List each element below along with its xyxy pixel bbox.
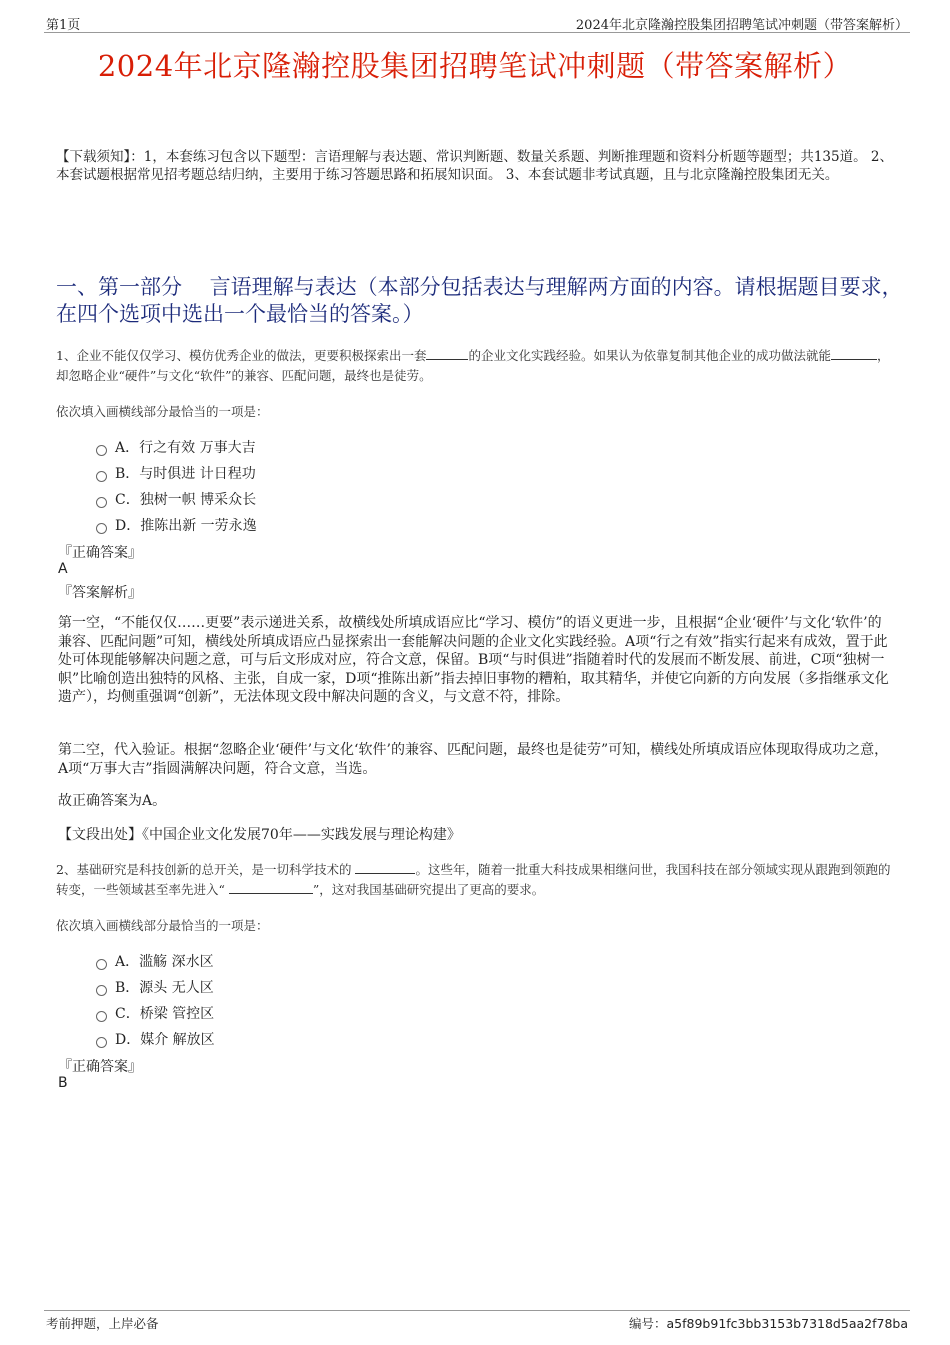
q1-correct-label: 『正确答案』 [58, 545, 142, 561]
question-2-stem [56, 860, 896, 900]
option-text: 桥梁 管控区 [139, 1006, 215, 1022]
q1-analysis-paragraph-1: 第一空，“不能仅仅……更要”表示递进关系，故横线处所填成语应比“学习、模仿”的语义更进一步，且根据“企业‘硬件’与文化‘软件’的兼容、匹配问题”可知，横线处所填成语应凸显探索出一套能解决问题的企业文化实践经验。A项“行之有效”指实行起来有成效，置于此处可体现能够解决问题之意，可与后文形成对应，符合文意，保留。B项“与时俱进”指随着时代的发展而不断发展、前进，C项“独树一帜”比喻创造出独特的风格、主张，自成一家，D项“推陈出新”指去掉旧事物的糟粕，取其精华，并使它向新的方向发展（多指继承文化遗产），均侧重强调“创新”，无法体现文段中解决问题的含义，与文意不符，排除。 [58, 615, 889, 705]
footer-code-label: 编号： [629, 1316, 667, 1331]
q1-stem-part-c: ，却忽略企业“硬件”与文化“软件”的兼容、匹配问题，最终也是徒劳。 [56, 348, 890, 383]
radio-icon[interactable] [96, 1011, 107, 1022]
radio-icon[interactable] [96, 959, 107, 970]
q2-instruction: 依次填入画横线部分最恰当的一项是： [56, 918, 269, 933]
q1-analysis-label: 『答案解析』 [58, 585, 142, 601]
q1-option-c[interactable] [96, 489, 256, 509]
option-key: A． [115, 440, 140, 456]
radio-icon[interactable] [96, 445, 107, 456]
q1-option-a[interactable] [96, 437, 256, 457]
footer-divider [44, 1310, 910, 1311]
option-text: 行之有效 万事大吉 [139, 440, 256, 456]
q1-correct-answer: A [58, 561, 68, 577]
q1-stem-part-b: 的企业文化实践经验。如果认为依靠复制其他企业的成功做法就能 [468, 348, 831, 363]
option-text: 媒介 解放区 [140, 1032, 215, 1048]
radio-icon[interactable] [96, 471, 107, 482]
option-key: B． [115, 466, 140, 482]
option-text: 与时俱进 计日程功 [139, 466, 256, 482]
q2-correct-label: 『正确答案』 [58, 1059, 142, 1075]
q1-option-b[interactable] [96, 463, 256, 483]
q2-option-d[interactable] [96, 1029, 215, 1049]
option-key: A． [115, 954, 140, 970]
footer-code [629, 1314, 908, 1332]
radio-icon[interactable] [96, 523, 107, 534]
option-text: 源头 无人区 [139, 980, 214, 996]
page-title: 2024年北京隆瀚控股集团招聘笔试冲刺题（带答案解析） [97, 49, 853, 83]
q2-blank-2 [229, 881, 313, 894]
q2-option-a[interactable] [96, 951, 214, 971]
q2-correct-answer: B [58, 1075, 68, 1091]
option-key: D． [115, 518, 141, 534]
page-number: 第1页 [46, 18, 81, 33]
section-title: 一、第一部分 言语理解与表达（本部分包括表达与理解两方面的内容。请根据题目要求，在四个选项中选出一个最恰当的答案。） [56, 275, 903, 326]
option-key: C． [115, 1006, 140, 1022]
q2-stem-part-b: 。这些年，随着一批重大科技成果相继问世，我国科技在部分领域实现从跟跑到领跑的转变，一些领域甚至率先进入“ [56, 862, 891, 897]
q1-conclusion: 故正确答案为A。 [58, 793, 167, 809]
radio-icon[interactable] [96, 1037, 107, 1048]
q1-stem-part-a: 1、企业不能仅仅学习、模仿优秀企业的做法，更要积极探索出一套 [56, 348, 427, 363]
footer-slogan: 考前押题，上岸必备 [46, 1316, 159, 1331]
option-key: B． [115, 980, 140, 996]
q1-blank-2 [831, 347, 877, 360]
q1-source: 【文段出处】《中国企业文化发展70年——实践发展与理论构建》 [58, 827, 461, 843]
download-notice: 【下载须知】：1，本套练习包含以下题型：言语理解与表达题、常识判断题、数量关系题、判断推理题和资料分析题等题型；共135道。 2、本套试题根据常见招考题总结归纳，主要用于练习答题思路和拓展知识面。 3、本套试题非考试真题，且与北京隆瀚控股集团无关。 [56, 149, 893, 183]
q1-instruction: 依次填入画横线部分最恰当的一项是： [56, 404, 269, 419]
q2-stem-part-a: 2、基础研究是科技创新的总开关，是一切科学技术的 [56, 862, 356, 877]
option-text: 推陈出新 一劳永逸 [140, 518, 257, 534]
radio-icon[interactable] [96, 497, 107, 508]
q2-blank-1 [355, 861, 415, 874]
option-text: 滥觞 深水区 [139, 954, 214, 970]
option-key: D． [115, 1032, 141, 1048]
radio-icon[interactable] [96, 985, 107, 996]
q2-option-b[interactable] [96, 977, 214, 997]
option-key: C． [115, 492, 140, 508]
q1-blank-1 [426, 347, 468, 360]
option-text: 独树一帜 博采众长 [139, 492, 257, 508]
q1-option-d[interactable] [96, 515, 257, 535]
question-1-stem [56, 346, 896, 386]
footer-code-value: a5f89b91fc3bb3153b7318d5aa2f78ba [666, 1316, 908, 1331]
header-doc-title: 2024年北京隆瀚控股集团招聘笔试冲刺题（带答案解析） [575, 18, 908, 33]
header-divider [44, 32, 910, 33]
q1-analysis-paragraph-2: 第二空，代入验证。根据“忽略企业‘硬件’与文化‘软件’的兼容、匹配问题，最终也是徒劳”可知，横线处所填成语应体现取得成功之意，A项“万事大吉”指圆满解决问题，符合文意，当选。 [58, 742, 889, 777]
q2-option-c[interactable] [96, 1003, 214, 1023]
q2-stem-part-c: ”，这对我国基础研究提出了更高的要求。 [312, 882, 545, 897]
